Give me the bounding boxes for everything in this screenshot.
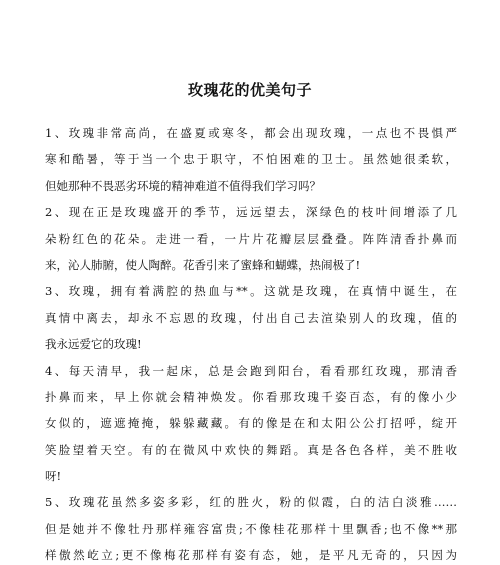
paragraph-4 [45, 358, 457, 490]
text-line: 来，沁人肺腑，使人陶醉。花香引来了蜜蜂和蝴蝶，热闹极了! [45, 257, 361, 272]
text-line: 扑鼻而来，早上你就会精神焕发。你看那玫瑰千姿百态，有的像小少 [45, 389, 457, 404]
text-line: 样傲然屹立;更不像梅花那样有姿有态，她，是平凡无奇的，只因为 [45, 548, 457, 563]
text-line: 3、玫瑰，拥有着满腔的热血与**。这就是玫瑰，在真情中诞生，在 [45, 284, 457, 299]
text-line: 寒和酷暑，等于当一个忠于职守，不怕困难的卫士。虽然她很柔软， [45, 152, 457, 167]
text-line: 呀! [45, 469, 62, 484]
text-line: 笑脸望着天空。有的在微风中欢快的舞蹈。真是各色各样，美不胜收 [45, 442, 457, 457]
text-line: 5、玫瑰花虽然多姿多彩，红的胜火，粉的似霞，白的洁白淡雅…… [45, 495, 457, 510]
text-line: 真情中离去，却永不忘恩的玫瑰，付出自己去渲染别人的玫瑰，值的 [45, 310, 457, 325]
text-line: 但她那种不畏恶劣环境的精神难道不值得我们学习吗？ [45, 178, 321, 193]
text-line: 我永远爱它的玫瑰! [45, 337, 142, 352]
text-line: 1、玫瑰非常高尚，在盛夏或寒冬，都会出现玫瑰，一点也不畏惧严 [45, 126, 457, 140]
text-line: 4、每天清早，我一起床，总是会跑到阳台，看看那红玫瑰，那清香 [45, 363, 457, 378]
document-title: 玫瑰花的优美句子 [187, 81, 312, 99]
paragraph-1 [45, 120, 457, 199]
text-line: 2、现在正是玫瑰盛开的季节，远远望去，深绿色的枝叶间增添了几 [45, 205, 457, 220]
document-body [45, 120, 457, 565]
text-line: 但是她并不像牡丹那样雍容富贵;不像桂花那样十里飘香;也不像**那 [45, 521, 457, 536]
text-line: 女似的，遮遮掩掩，躲躲藏藏。有的像是在和太阳公公打招呼，绽开 [45, 416, 457, 431]
paragraph-2 [45, 199, 457, 278]
paragraph-3 [45, 278, 457, 357]
paragraph-5 [45, 489, 457, 565]
text-line: 朵粉红色的花朵。走进一看，一片片花瓣层层叠叠。阵阵清香扑鼻而 [45, 231, 457, 246]
